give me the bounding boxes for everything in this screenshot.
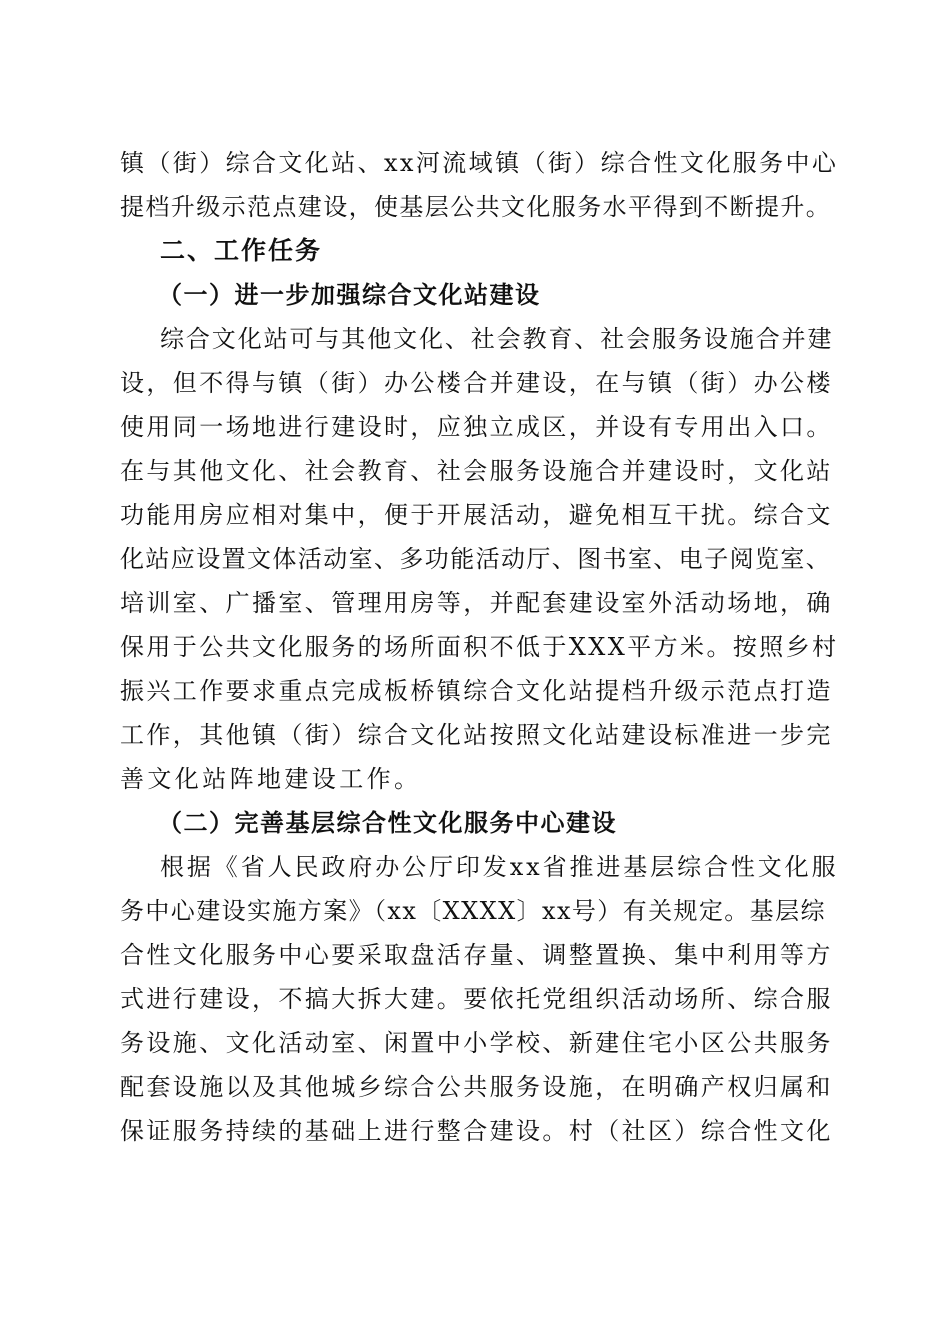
paragraph-line: 功能用房应相对集中，便于开展活动，避免相互干扰。综合文: [120, 501, 833, 529]
paragraph-line: 化站应设置文体活动室、多功能活动厅、图书室、电子阅览室、: [120, 545, 832, 573]
paragraph-line: 设，但不得与镇（街）办公楼合并建设，在与镇（街）办公楼: [120, 369, 833, 397]
paragraph-line: 提档升级示范点建设，使基层公共文化服务水平得到不断提升。: [120, 193, 832, 221]
paragraph-line: 配套设施以及其他城乡综合公共服务设施，在明确产权归属和: [120, 1073, 833, 1101]
paragraph-line: 镇（街）综合文化站、xx河流域镇（街）综合性文化服务中心: [120, 149, 839, 177]
paragraph-line: 培训室、广播室、管理用房等，并配套建设室外活动场地，确: [120, 589, 833, 617]
subsection-heading: （一）进一步加强综合文化站建设: [158, 280, 541, 309]
paragraph-line: 务中心建设实施方案》（xx〔XXXX〕xx号）有关规定。基层综: [120, 897, 826, 925]
paragraph-line: 式进行建设，不搞大拆大建。要依托党组织活动场所、综合服: [120, 985, 833, 1013]
section-heading: 二、工作任务: [160, 236, 323, 265]
paragraph-line: 振兴工作要求重点完成板桥镇综合文化站提档升级示范点打造: [120, 677, 833, 705]
paragraph-line: 保用于公共文化服务的场所面积不低于XXX平方米。按照乡村: [120, 633, 839, 661]
paragraph-line: 根据《省人民政府办公厅印发xx省推进基层综合性文化服: [160, 853, 839, 881]
paragraph-line: 使用同一场地进行建设时，应独立成区，并设有专用出入口。: [120, 413, 833, 441]
paragraph-line: 综合文化站可与其他文化、社会教育、社会服务设施合并建: [160, 325, 834, 353]
paragraph-line: 合性文化服务中心要采取盘活存量、调整置换、集中利用等方: [120, 941, 833, 969]
paragraph-line: 保证服务持续的基础上进行整合建设。村（社区）综合性文化: [120, 1117, 833, 1145]
subsection-heading: （二）完善基层综合性文化服务中心建设: [158, 808, 617, 837]
paragraph-line: 在与其他文化、社会教育、社会服务设施合并建设时，文化站: [120, 457, 833, 485]
paragraph-line: 工作，其他镇（街）综合文化站按照文化站建设标准进一步完: [120, 721, 833, 749]
paragraph-line: 善文化站阵地建设工作。: [120, 765, 422, 793]
paragraph-line: 务设施、文化活动室、闲置中小学校、新建住宅小区公共服务: [120, 1029, 833, 1057]
